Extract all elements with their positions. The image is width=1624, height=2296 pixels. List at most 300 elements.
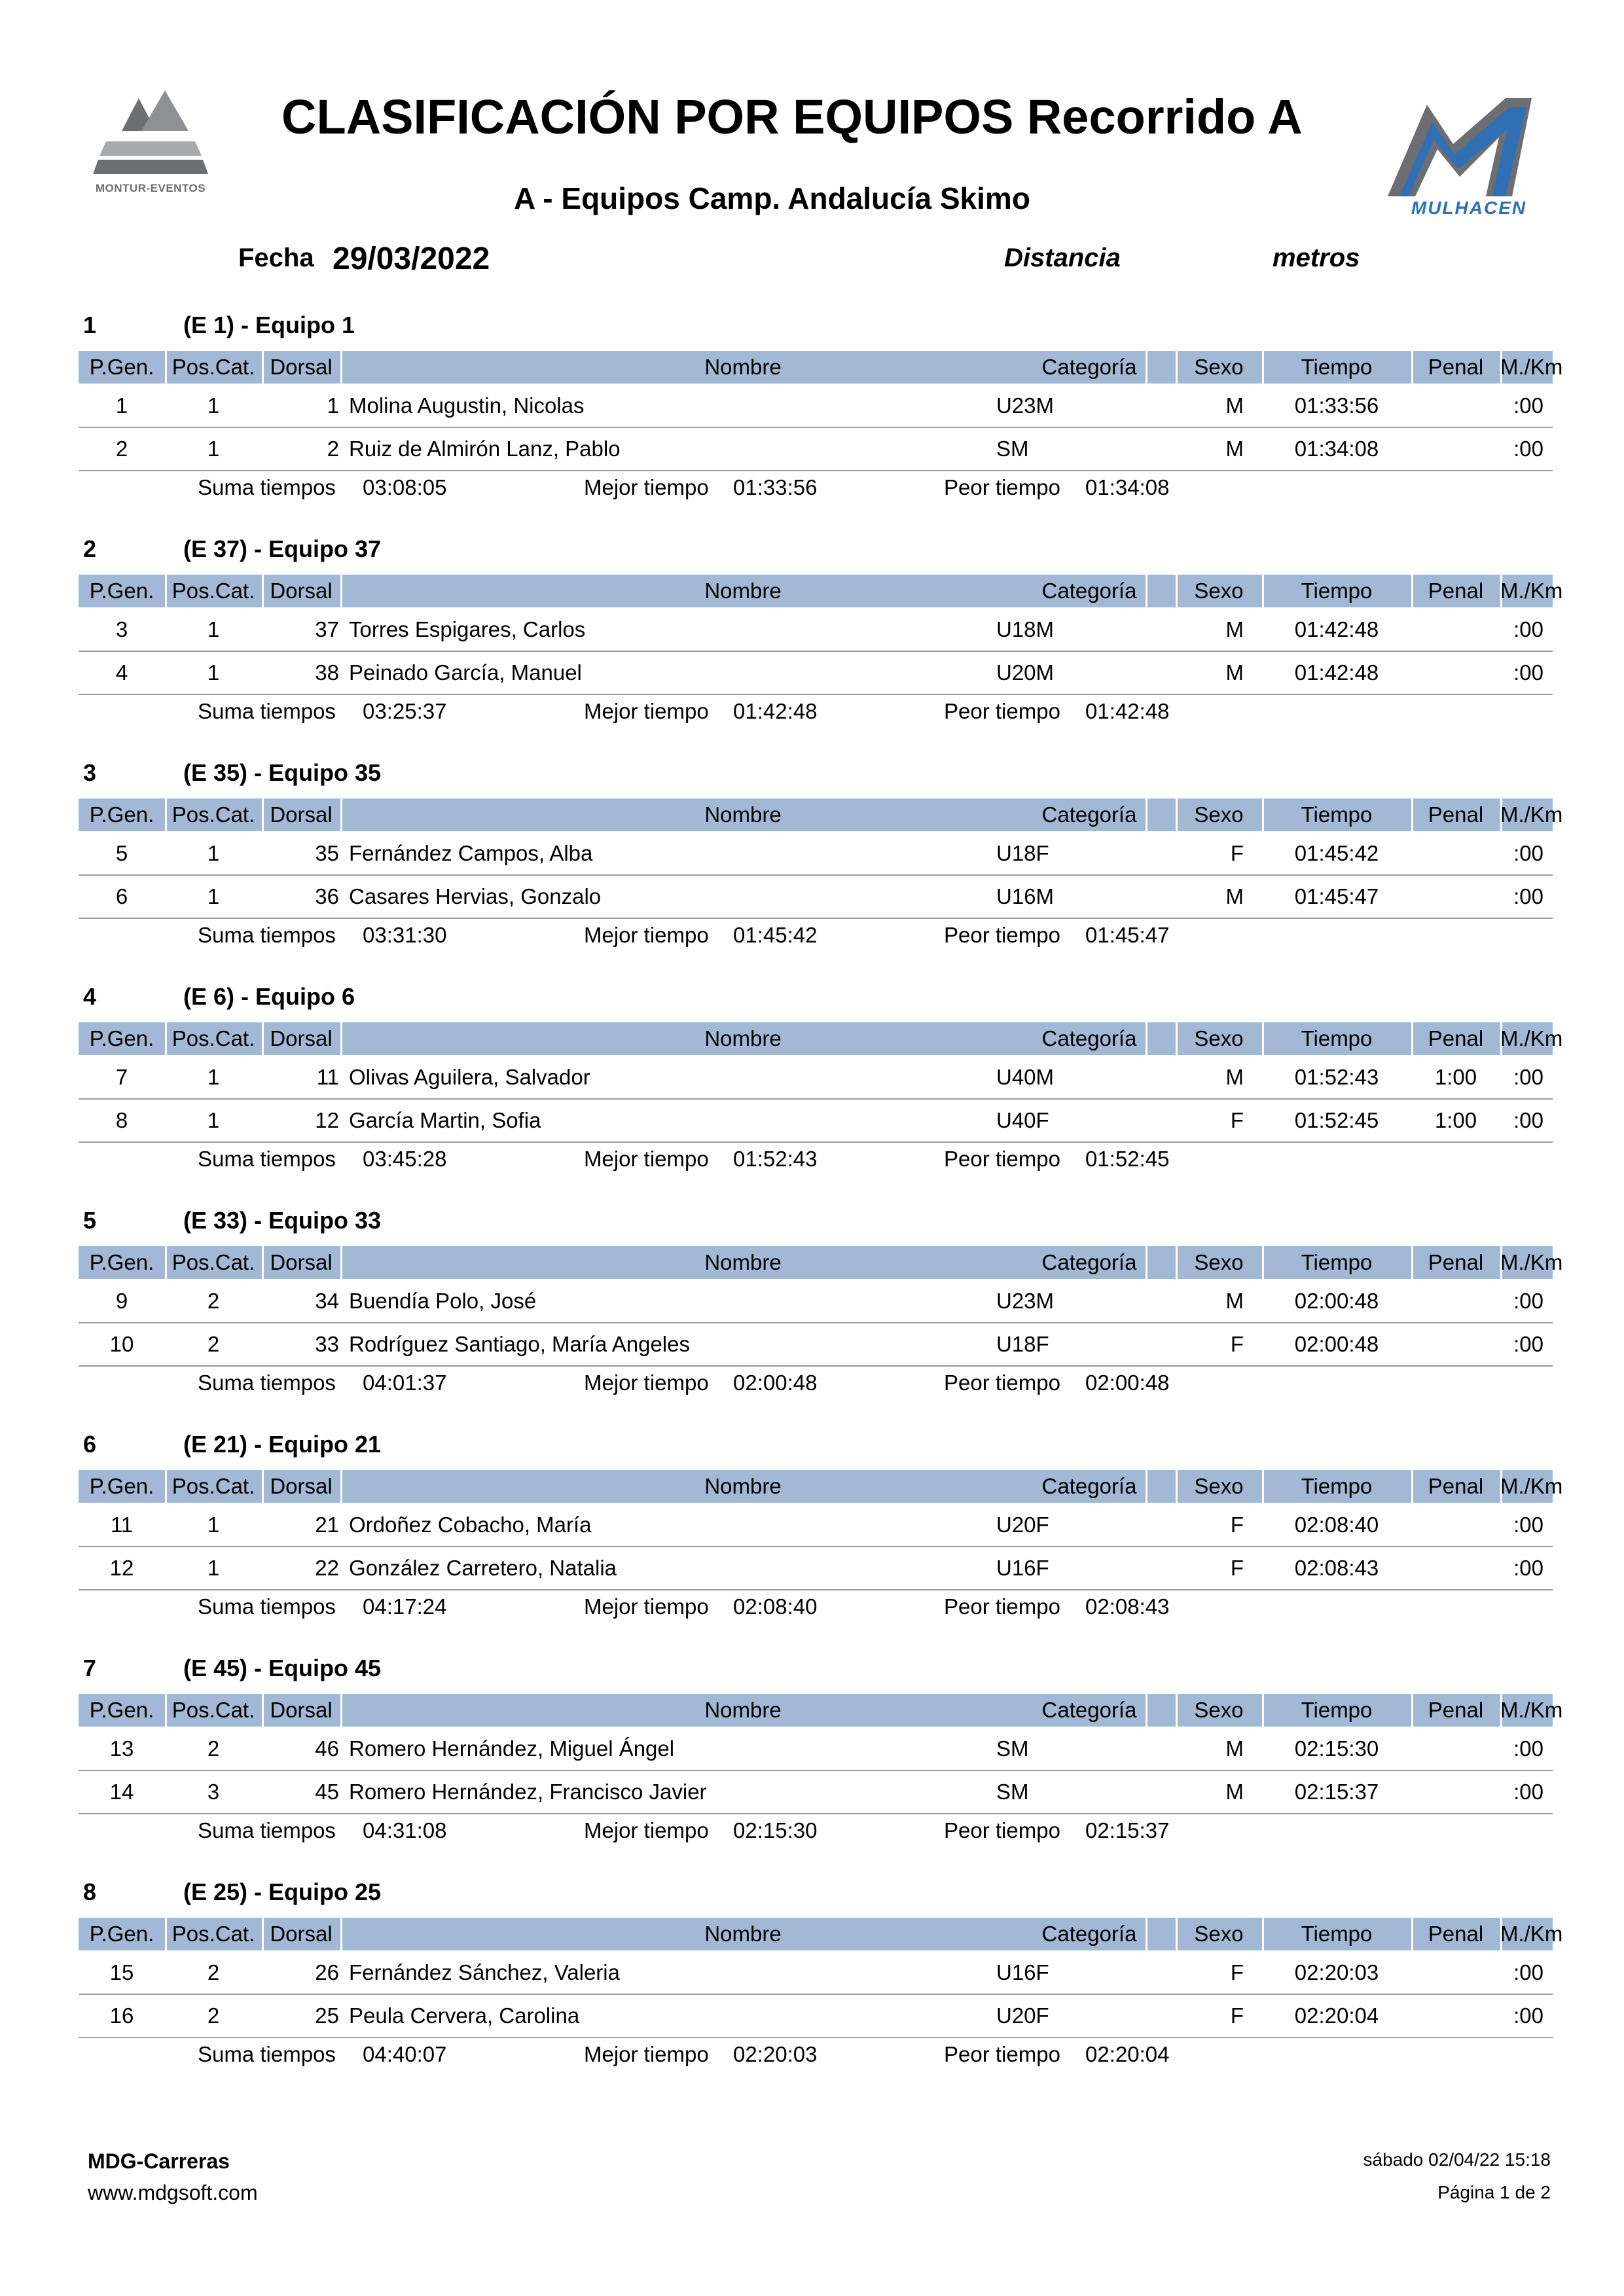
cell-sexo: M bbox=[1225, 1736, 1244, 1761]
cell-sexo: M bbox=[1225, 1289, 1244, 1313]
column-header-sexo: Sexo bbox=[1194, 1250, 1244, 1274]
table-row bbox=[79, 1280, 1553, 1323]
column-header-mkm: M./Km bbox=[1500, 1250, 1563, 1274]
cell-sexo: M bbox=[1225, 1780, 1244, 1804]
team-summary bbox=[79, 1144, 1553, 1174]
cell-categoria: U20M bbox=[996, 660, 1055, 685]
team-rank: 7 bbox=[83, 1655, 97, 1681]
suma-tiempos-value: 04:40:07 bbox=[363, 2042, 447, 2066]
mejor-tiempo-value: 01:52:43 bbox=[733, 1147, 818, 1171]
table-header bbox=[79, 575, 1563, 607]
peor-tiempo-label: Peor tiempo bbox=[944, 1594, 1060, 1619]
cell-pgen: 3 bbox=[115, 617, 128, 641]
peor-tiempo-label: Peor tiempo bbox=[944, 475, 1060, 499]
cell-categoria: SM bbox=[996, 1780, 1029, 1804]
column-header-nombre: Nombre bbox=[704, 355, 782, 379]
cell-poscat: 1 bbox=[207, 617, 220, 641]
cell-sexo: F bbox=[1230, 1332, 1244, 1356]
table-row bbox=[79, 1504, 1553, 1547]
cell-tiempo: 02:15:30 bbox=[1294, 1736, 1379, 1761]
cell-penal: 1:00 bbox=[1434, 1108, 1477, 1132]
team-rank: 1 bbox=[83, 312, 97, 338]
team-block bbox=[79, 1428, 1563, 1624]
footer-page-number: Página 1 de 2 bbox=[1437, 2182, 1551, 2202]
cell-tiempo: 01:34:08 bbox=[1294, 437, 1379, 461]
suma-tiempos-value: 04:17:24 bbox=[363, 1594, 447, 1619]
table-row bbox=[79, 1728, 1553, 1771]
column-header-categoria: Categoría bbox=[1041, 1698, 1137, 1722]
cell-poscat: 2 bbox=[207, 1289, 220, 1313]
suma-tiempos-value: 04:01:37 bbox=[363, 1371, 447, 1395]
suma-tiempos-label: Suma tiempos bbox=[198, 923, 336, 947]
cell-nombre: Casares Hervias, Gonzalo bbox=[349, 884, 602, 908]
column-header-sexo: Sexo bbox=[1194, 355, 1244, 379]
team-block bbox=[79, 1652, 1563, 1848]
cell-tiempo: 01:52:45 bbox=[1294, 1108, 1379, 1132]
cell-mkm: :00 bbox=[1513, 617, 1543, 641]
cell-pgen: 6 bbox=[115, 884, 128, 908]
cell-pgen: 2 bbox=[115, 437, 128, 461]
cell-dorsal: 2 bbox=[327, 437, 339, 461]
table-row bbox=[79, 1547, 1553, 1590]
suma-tiempos-label: Suma tiempos bbox=[198, 1594, 336, 1619]
table-header bbox=[79, 1470, 1563, 1503]
cell-tiempo: 02:15:37 bbox=[1294, 1780, 1379, 1804]
cell-nombre: Ruiz de Almirón Lanz, Pablo bbox=[349, 437, 621, 461]
team-summary bbox=[79, 2039, 1553, 2070]
cell-pgen: 11 bbox=[110, 1513, 134, 1537]
column-header-poscat: Pos.Cat. bbox=[171, 1698, 255, 1722]
team-block bbox=[79, 533, 1563, 729]
cell-pgen: 5 bbox=[115, 841, 128, 865]
peor-tiempo-value: 01:34:08 bbox=[1085, 475, 1170, 499]
team-name: (E 35) - Equipo 35 bbox=[183, 759, 382, 786]
column-header-sexo: Sexo bbox=[1194, 579, 1244, 603]
suma-tiempos-label: Suma tiempos bbox=[198, 1371, 336, 1395]
cell-nombre: Peula Cervera, Carolina bbox=[349, 2003, 580, 2028]
column-header-poscat: Pos.Cat. bbox=[171, 579, 255, 603]
fecha-label: Fecha bbox=[238, 243, 314, 272]
cell-tiempo: 02:20:03 bbox=[1294, 1960, 1379, 1984]
column-header-tiempo: Tiempo bbox=[1301, 1922, 1373, 1946]
cell-nombre: Romero Hernández, Francisco Javier bbox=[349, 1780, 707, 1804]
team-rank: 4 bbox=[83, 983, 97, 1010]
cell-categoria: U40F bbox=[996, 1108, 1049, 1132]
table-row bbox=[79, 385, 1553, 428]
column-header-tiempo: Tiempo bbox=[1301, 355, 1373, 379]
column-header-penal: Penal bbox=[1428, 1026, 1484, 1050]
table-row bbox=[79, 1952, 1553, 1995]
suma-tiempos-label: Suma tiempos bbox=[198, 1147, 336, 1171]
cell-pgen: 10 bbox=[109, 1332, 134, 1356]
column-header-dorsal: Dorsal bbox=[270, 579, 333, 603]
mejor-tiempo-label: Mejor tiempo bbox=[584, 475, 709, 499]
column-header-nombre: Nombre bbox=[704, 1250, 782, 1274]
footer-brand: MDG-Carreras bbox=[88, 2149, 230, 2173]
cell-dorsal: 12 bbox=[315, 1108, 339, 1132]
team-block bbox=[79, 1204, 1563, 1401]
column-header-poscat: Pos.Cat. bbox=[171, 1474, 255, 1498]
cell-sexo: M bbox=[1225, 437, 1244, 461]
peor-tiempo-value: 02:20:04 bbox=[1085, 2042, 1170, 2066]
column-header-penal: Penal bbox=[1428, 1922, 1484, 1946]
cell-tiempo: 01:33:56 bbox=[1294, 393, 1379, 418]
cell-mkm: :00 bbox=[1513, 841, 1543, 865]
suma-tiempos-label: Suma tiempos bbox=[198, 1818, 336, 1842]
table-header bbox=[79, 351, 1563, 384]
cell-dorsal: 38 bbox=[315, 660, 339, 685]
column-header-tiempo: Tiempo bbox=[1301, 579, 1373, 603]
cell-categoria: U20F bbox=[996, 2003, 1049, 2028]
cell-pgen: 13 bbox=[109, 1736, 134, 1761]
cell-nombre: Peinado García, Manuel bbox=[349, 660, 582, 685]
cell-dorsal: 26 bbox=[315, 1960, 339, 1984]
column-header-mkm: M./Km bbox=[1500, 1698, 1563, 1722]
cell-dorsal: 46 bbox=[315, 1736, 339, 1761]
cell-dorsal: 35 bbox=[315, 841, 339, 865]
cell-dorsal: 22 bbox=[315, 1556, 339, 1580]
team-name: (E 25) - Equipo 25 bbox=[183, 1878, 382, 1905]
column-header-pgen: P.Gen. bbox=[89, 1026, 154, 1050]
cell-tiempo: 01:42:48 bbox=[1294, 617, 1379, 641]
cell-poscat: 1 bbox=[207, 1556, 220, 1580]
cell-nombre: Fernández Campos, Alba bbox=[349, 841, 593, 865]
team-name: (E 21) - Equipo 21 bbox=[183, 1431, 382, 1458]
cell-mkm: :00 bbox=[1513, 1960, 1543, 1984]
table-row bbox=[79, 876, 1553, 919]
column-header-dorsal: Dorsal bbox=[270, 1026, 333, 1050]
cell-dorsal: 37 bbox=[315, 617, 339, 641]
mejor-tiempo-value: 02:00:48 bbox=[733, 1371, 818, 1395]
column-header-sexo: Sexo bbox=[1194, 802, 1244, 827]
peor-tiempo-label: Peor tiempo bbox=[944, 1818, 1060, 1842]
peor-tiempo-value: 02:15:37 bbox=[1085, 1818, 1170, 1842]
column-header-poscat: Pos.Cat. bbox=[171, 1922, 255, 1946]
table-row bbox=[79, 1056, 1553, 1100]
table-row bbox=[79, 1323, 1553, 1367]
cell-nombre: Ordoñez Cobacho, María bbox=[349, 1513, 592, 1537]
cell-mkm: :00 bbox=[1513, 1556, 1543, 1580]
cell-sexo: M bbox=[1225, 884, 1244, 908]
cell-poscat: 2 bbox=[207, 1736, 220, 1761]
column-header-poscat: Pos.Cat. bbox=[171, 802, 255, 827]
mejor-tiempo-value: 01:45:42 bbox=[733, 923, 818, 947]
cell-dorsal: 25 bbox=[315, 2003, 339, 2028]
page-subtitle: A - Equipos Camp. Andalucía Skimo bbox=[514, 181, 1030, 215]
cell-categoria: U16F bbox=[996, 1960, 1049, 1984]
cell-pgen: 1 bbox=[115, 393, 128, 418]
cell-dorsal: 34 bbox=[315, 1289, 339, 1313]
column-header-pgen: P.Gen. bbox=[89, 802, 154, 827]
team-rank: 6 bbox=[83, 1431, 97, 1458]
table-row bbox=[79, 428, 1553, 471]
column-header-nombre: Nombre bbox=[704, 802, 782, 827]
cell-sexo: F bbox=[1230, 1556, 1244, 1580]
team-summary bbox=[79, 696, 1553, 726]
team-rank: 5 bbox=[83, 1207, 97, 1234]
column-header-pgen: P.Gen. bbox=[89, 1698, 154, 1722]
cell-dorsal: 45 bbox=[315, 1780, 339, 1804]
peor-tiempo-label: Peor tiempo bbox=[944, 699, 1060, 723]
team-name: (E 6) - Equipo 6 bbox=[183, 983, 355, 1010]
team-name: (E 45) - Equipo 45 bbox=[183, 1655, 382, 1681]
column-header-poscat: Pos.Cat. bbox=[171, 1026, 255, 1050]
cell-mkm: :00 bbox=[1513, 1289, 1543, 1313]
column-header-nombre: Nombre bbox=[704, 1698, 782, 1722]
cell-tiempo: 01:42:48 bbox=[1294, 660, 1379, 685]
column-header-pgen: P.Gen. bbox=[89, 1474, 154, 1498]
cell-categoria: U23M bbox=[996, 1289, 1055, 1313]
cell-mkm: :00 bbox=[1513, 660, 1543, 685]
fecha-value: 29/03/2022 bbox=[333, 242, 490, 276]
peor-tiempo-value: 02:00:48 bbox=[1085, 1371, 1170, 1395]
cell-poscat: 1 bbox=[207, 393, 220, 418]
cell-mkm: :00 bbox=[1513, 2003, 1543, 2028]
team-rank: 3 bbox=[83, 759, 97, 786]
mejor-tiempo-value: 02:20:03 bbox=[733, 2042, 818, 2066]
mulhacen-logo-text: MULHACEN bbox=[1411, 198, 1527, 218]
table-row bbox=[79, 609, 1553, 652]
suma-tiempos-label: Suma tiempos bbox=[198, 699, 336, 723]
cell-mkm: :00 bbox=[1513, 1065, 1543, 1089]
cell-categoria: U16M bbox=[996, 884, 1055, 908]
cell-sexo: M bbox=[1225, 660, 1244, 685]
cell-poscat: 1 bbox=[207, 660, 220, 685]
table-row bbox=[79, 652, 1553, 695]
column-header-pgen: P.Gen. bbox=[89, 579, 154, 603]
cell-sexo: F bbox=[1230, 841, 1244, 865]
mejor-tiempo-value: 01:33:56 bbox=[733, 475, 818, 499]
cell-nombre: González Carretero, Natalia bbox=[349, 1556, 617, 1580]
cell-poscat: 1 bbox=[207, 1513, 220, 1537]
mejor-tiempo-value: 02:15:30 bbox=[733, 1818, 818, 1842]
column-header-mkm: M./Km bbox=[1500, 1026, 1563, 1050]
column-header-categoria: Categoría bbox=[1041, 802, 1137, 827]
column-header-tiempo: Tiempo bbox=[1301, 1474, 1373, 1498]
team-summary bbox=[79, 1816, 1553, 1846]
peor-tiempo-label: Peor tiempo bbox=[944, 923, 1060, 947]
column-header-poscat: Pos.Cat. bbox=[171, 1250, 255, 1274]
mejor-tiempo-label: Mejor tiempo bbox=[584, 923, 709, 947]
team-rank: 8 bbox=[83, 1878, 97, 1905]
column-header-categoria: Categoría bbox=[1041, 1922, 1137, 1946]
cell-tiempo: 01:52:43 bbox=[1294, 1065, 1379, 1089]
column-header-penal: Penal bbox=[1428, 579, 1484, 603]
cell-sexo: F bbox=[1230, 1960, 1244, 1984]
column-header-tiempo: Tiempo bbox=[1301, 1698, 1373, 1722]
column-header-dorsal: Dorsal bbox=[270, 1698, 333, 1722]
montur-logo-text: MONTUR-EVENTOS bbox=[95, 182, 206, 194]
column-header-nombre: Nombre bbox=[704, 579, 782, 603]
cell-tiempo: 01:45:47 bbox=[1294, 884, 1379, 908]
table-header bbox=[79, 1022, 1563, 1055]
team-name: (E 1) - Equipo 1 bbox=[183, 312, 355, 338]
suma-tiempos-label: Suma tiempos bbox=[198, 475, 336, 499]
peor-tiempo-value: 01:52:45 bbox=[1085, 1147, 1170, 1171]
cell-nombre: Fernández Sánchez, Valeria bbox=[349, 1960, 620, 1984]
cell-pgen: 4 bbox=[115, 660, 128, 685]
cell-tiempo: 02:08:43 bbox=[1294, 1556, 1379, 1580]
cell-nombre: Buendía Polo, José bbox=[349, 1289, 537, 1313]
cell-pgen: 14 bbox=[109, 1780, 134, 1804]
column-header-categoria: Categoría bbox=[1041, 1026, 1137, 1050]
column-header-tiempo: Tiempo bbox=[1301, 802, 1373, 827]
column-header-nombre: Nombre bbox=[704, 1922, 782, 1946]
cell-categoria: SM bbox=[996, 437, 1029, 461]
team-name: (E 33) - Equipo 33 bbox=[183, 1207, 382, 1234]
mejor-tiempo-value: 02:08:40 bbox=[733, 1594, 818, 1619]
column-header-tiempo: Tiempo bbox=[1301, 1250, 1373, 1274]
team-block bbox=[79, 309, 1563, 505]
suma-tiempos-value: 04:31:08 bbox=[363, 1818, 447, 1842]
cell-mkm: :00 bbox=[1513, 1332, 1543, 1356]
suma-tiempos-label: Suma tiempos bbox=[198, 2042, 336, 2066]
cell-categoria: U18F bbox=[996, 1332, 1049, 1356]
cell-mkm: :00 bbox=[1513, 1108, 1543, 1132]
cell-pgen: 9 bbox=[115, 1289, 128, 1313]
cell-sexo: F bbox=[1230, 2003, 1244, 2028]
cell-nombre: Molina Augustin, Nicolas bbox=[349, 393, 585, 418]
cell-dorsal: 1 bbox=[327, 393, 339, 418]
cell-tiempo: 01:45:42 bbox=[1294, 841, 1379, 865]
team-block bbox=[79, 757, 1563, 953]
cell-penal: 1:00 bbox=[1434, 1065, 1477, 1089]
cell-nombre: Olivas Aguilera, Salvador bbox=[349, 1065, 590, 1089]
table-row bbox=[79, 1995, 1553, 2038]
cell-sexo: M bbox=[1225, 393, 1244, 418]
column-header-sexo: Sexo bbox=[1194, 1698, 1244, 1722]
column-header-tiempo: Tiempo bbox=[1301, 1026, 1373, 1050]
cell-tiempo: 02:00:48 bbox=[1294, 1289, 1379, 1313]
column-header-categoria: Categoría bbox=[1041, 355, 1137, 379]
cell-poscat: 1 bbox=[207, 884, 220, 908]
cell-pgen: 12 bbox=[109, 1556, 134, 1580]
team-summary bbox=[79, 473, 1553, 503]
cell-dorsal: 33 bbox=[315, 1332, 339, 1356]
mulhacen-logo bbox=[1381, 98, 1543, 223]
cell-mkm: :00 bbox=[1513, 1513, 1543, 1537]
cell-sexo: M bbox=[1225, 1065, 1244, 1089]
suma-tiempos-value: 03:45:28 bbox=[363, 1147, 447, 1171]
column-header-nombre: Nombre bbox=[704, 1026, 782, 1050]
peor-tiempo-label: Peor tiempo bbox=[944, 1147, 1060, 1171]
team-name: (E 37) - Equipo 37 bbox=[183, 535, 382, 562]
cell-tiempo: 02:08:40 bbox=[1294, 1513, 1379, 1537]
column-header-dorsal: Dorsal bbox=[270, 355, 333, 379]
mulhacen-m-icon bbox=[1381, 98, 1543, 196]
table-header bbox=[79, 798, 1563, 831]
cell-dorsal: 36 bbox=[315, 884, 339, 908]
cell-poscat: 1 bbox=[207, 1108, 220, 1132]
column-header-mkm: M./Km bbox=[1500, 355, 1563, 379]
cell-categoria: U20F bbox=[996, 1513, 1049, 1537]
cell-nombre: García Martin, Sofia bbox=[349, 1108, 541, 1132]
team-rank: 2 bbox=[83, 535, 97, 562]
footer-datetime: sábado 02/04/22 15:18 bbox=[1363, 2149, 1551, 2170]
column-header-categoria: Categoría bbox=[1041, 1250, 1137, 1274]
cell-categoria: U18M bbox=[996, 617, 1055, 641]
cell-dorsal: 11 bbox=[316, 1065, 339, 1089]
cell-pgen: 7 bbox=[115, 1065, 128, 1089]
metros-label: metros bbox=[1272, 243, 1360, 272]
column-header-penal: Penal bbox=[1428, 1250, 1484, 1274]
column-header-mkm: M./Km bbox=[1500, 579, 1563, 603]
distancia-label: Distancia bbox=[1004, 243, 1121, 272]
column-header-nombre: Nombre bbox=[704, 1474, 782, 1498]
column-header-penal: Penal bbox=[1428, 802, 1484, 827]
peor-tiempo-value: 02:08:43 bbox=[1085, 1594, 1170, 1619]
peor-tiempo-value: 01:45:47 bbox=[1085, 923, 1170, 947]
cell-mkm: :00 bbox=[1513, 393, 1543, 418]
team-summary bbox=[79, 1592, 1553, 1622]
cell-dorsal: 21 bbox=[315, 1513, 339, 1537]
column-header-poscat: Pos.Cat. bbox=[171, 355, 255, 379]
mejor-tiempo-label: Mejor tiempo bbox=[584, 1594, 709, 1619]
column-header-sexo: Sexo bbox=[1194, 1922, 1244, 1946]
cell-poscat: 1 bbox=[207, 437, 220, 461]
suma-tiempos-value: 03:08:05 bbox=[363, 475, 447, 499]
table-header bbox=[79, 1246, 1563, 1279]
mejor-tiempo-label: Mejor tiempo bbox=[584, 1147, 709, 1171]
cell-poscat: 2 bbox=[207, 2003, 220, 2028]
column-header-penal: Penal bbox=[1428, 355, 1484, 379]
cell-sexo: M bbox=[1225, 617, 1244, 641]
suma-tiempos-value: 03:25:37 bbox=[363, 699, 447, 723]
mejor-tiempo-value: 01:42:48 bbox=[733, 699, 818, 723]
team-summary bbox=[79, 920, 1553, 950]
cell-categoria: U40M bbox=[996, 1065, 1055, 1089]
column-header-categoria: Categoría bbox=[1041, 1474, 1137, 1498]
cell-nombre: Rodríguez Santiago, María Angeles bbox=[349, 1332, 690, 1356]
peor-tiempo-label: Peor tiempo bbox=[944, 2042, 1060, 2066]
page-title: CLASIFICACIÓN POR EQUIPOS Recorrido A bbox=[281, 90, 1303, 144]
column-header-sexo: Sexo bbox=[1194, 1026, 1244, 1050]
cell-pgen: 16 bbox=[109, 2003, 134, 2028]
column-header-categoria: Categoría bbox=[1041, 579, 1137, 603]
column-header-mkm: M./Km bbox=[1500, 1922, 1563, 1946]
cell-mkm: :00 bbox=[1513, 437, 1543, 461]
column-header-penal: Penal bbox=[1428, 1698, 1484, 1722]
cell-poscat: 2 bbox=[207, 1960, 220, 1984]
column-header-penal: Penal bbox=[1428, 1474, 1484, 1498]
cell-nombre: Torres Espigares, Carlos bbox=[349, 617, 586, 641]
column-header-mkm: M./Km bbox=[1500, 802, 1563, 827]
cell-categoria: U23M bbox=[996, 393, 1055, 418]
cell-sexo: F bbox=[1230, 1108, 1244, 1132]
cell-poscat: 3 bbox=[207, 1780, 220, 1804]
cell-poscat: 1 bbox=[207, 1065, 220, 1089]
cell-mkm: :00 bbox=[1513, 884, 1543, 908]
peor-tiempo-value: 01:42:48 bbox=[1085, 699, 1170, 723]
table-row bbox=[79, 833, 1553, 876]
mejor-tiempo-label: Mejor tiempo bbox=[584, 1371, 709, 1395]
column-header-dorsal: Dorsal bbox=[270, 1922, 333, 1946]
montur-eventos-logo bbox=[86, 90, 215, 200]
cell-categoria: SM bbox=[996, 1736, 1029, 1761]
mejor-tiempo-label: Mejor tiempo bbox=[584, 2042, 709, 2066]
column-header-dorsal: Dorsal bbox=[270, 1474, 333, 1498]
team-summary bbox=[79, 1368, 1553, 1398]
cell-tiempo: 02:00:48 bbox=[1294, 1332, 1379, 1356]
cell-pgen: 15 bbox=[109, 1960, 134, 1984]
table-header bbox=[79, 1918, 1563, 1950]
column-header-pgen: P.Gen. bbox=[89, 355, 154, 379]
cell-sexo: F bbox=[1230, 1513, 1244, 1537]
team-block bbox=[79, 980, 1563, 1177]
team-block bbox=[79, 1876, 1563, 2072]
cell-pgen: 8 bbox=[115, 1108, 128, 1132]
cell-mkm: :00 bbox=[1513, 1780, 1543, 1804]
